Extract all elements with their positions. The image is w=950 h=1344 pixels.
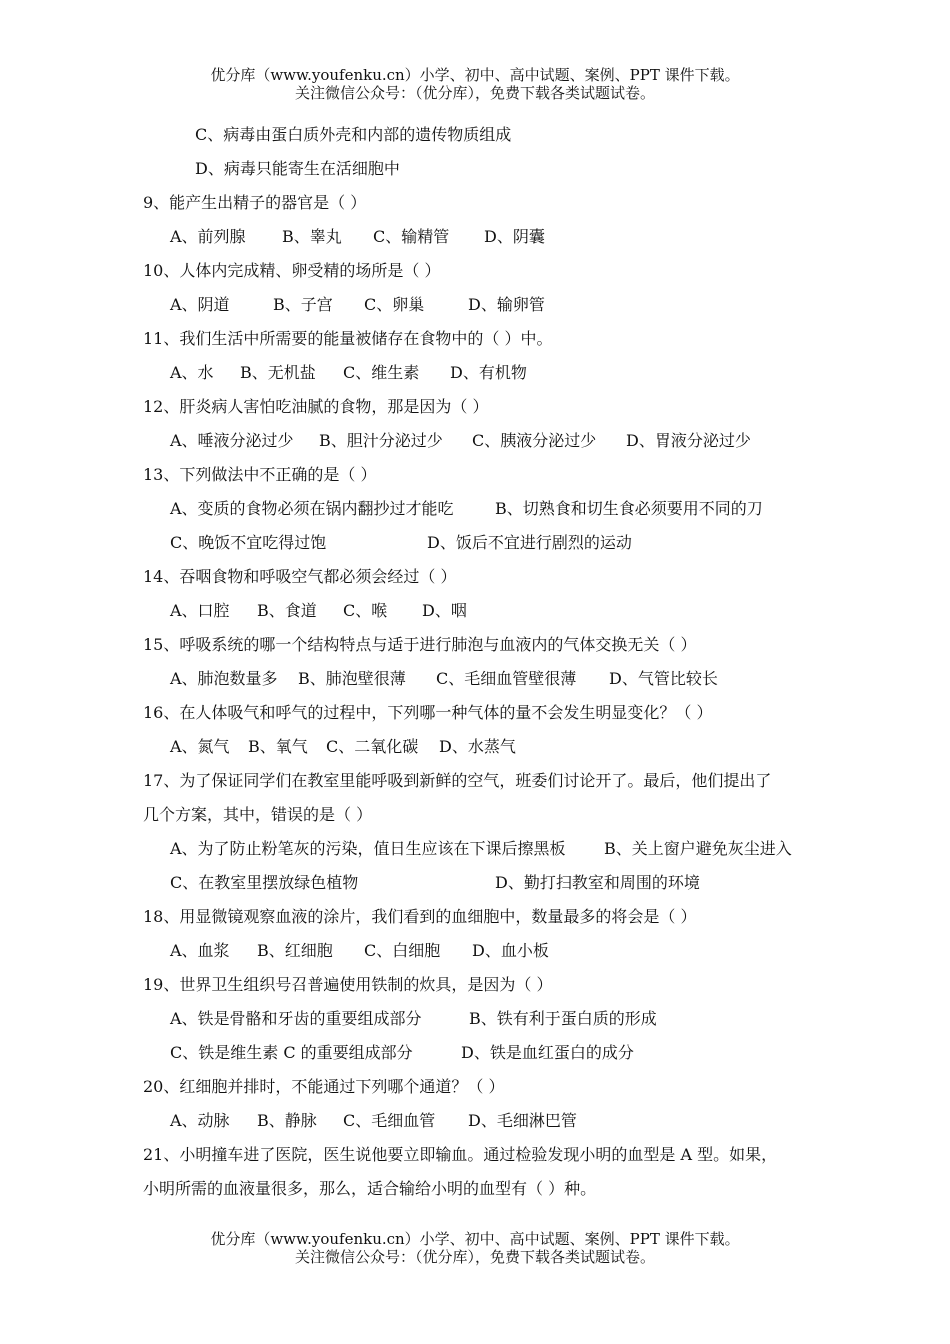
q19-option-c: C、铁是维生素 C 的重要组成部分	[170, 1043, 413, 1062]
q16-option-d: D、水蒸气	[439, 737, 516, 756]
q18-option-d: D、血小板	[472, 941, 549, 960]
q15-option-b: B、肺泡壁很薄	[298, 669, 406, 688]
q12-option-d: D、胃液分泌过少	[626, 431, 751, 450]
question-21-stem-line1: 21、小明撞车进了医院，医生说他要立即输血。通过检验发现小明的血型是 A 型。如果，	[143, 1145, 778, 1164]
q12-option-a: A、唾液分泌过少	[170, 431, 294, 450]
q9-option-b: B、睾丸	[282, 227, 342, 246]
question-20-stem: 20、红细胞并排时，不能通过下列哪个通道？（ ）	[143, 1077, 505, 1096]
question-21-stem-line2: 小明所需的血液量很多，那么，适合输给小明的血型有（ ）种。	[143, 1179, 597, 1198]
question-17-stem-line1: 17、为了保证同学们在教室里能呼吸到新鲜的空气，班委们讨论开了。最后，他们提出了	[143, 771, 772, 790]
q11-option-a: A、水	[170, 363, 214, 382]
question-18-stem: 18、用显微镜观察血液的涂片，我们看到的血细胞中，数量最多的将会是（ ）	[143, 907, 697, 926]
q18-option-a: A、血浆	[170, 941, 230, 960]
page-footer	[0, 1230, 950, 1266]
q17-option-a: A、为了防止粉笔灰的污染，值日生应该在下课后擦黑板	[170, 839, 566, 858]
q20-option-b: B、静脉	[257, 1111, 317, 1130]
q14-option-a: A、口腔	[170, 601, 230, 620]
q13-option-d: D、饭后不宜进行剧烈的运动	[427, 533, 632, 552]
q15-option-a: A、肺泡数量多	[170, 669, 278, 688]
q19-option-d: D、铁是血红蛋白的成分	[461, 1043, 634, 1062]
q19-option-a: A、铁是骨骼和牙齿的重要组成部分	[170, 1009, 422, 1028]
q16-option-a: A、氮气	[170, 737, 230, 756]
page-header	[0, 66, 950, 102]
q10-option-d: D、输卵管	[468, 295, 545, 314]
q13-option-c: C、晚饭不宜吃得过饱	[170, 533, 327, 552]
q11-option-b: B、无机盐	[240, 363, 316, 382]
question-13-stem: 13、下列做法中不正确的是（ ）	[143, 465, 377, 484]
header-line-1: 优分库（www.youfenku.cn）小学、初中、高中试题、案例、PPT 课件下载。	[210, 66, 740, 84]
q17-option-b: B、关上窗户避免灰尘进入	[604, 839, 792, 858]
q15-option-c: C、毛细血管壁很薄	[436, 669, 577, 688]
q10-option-b: B、子宫	[273, 295, 333, 314]
q13-option-a: A、变质的食物必须在锅内翻抄过才能吃	[170, 499, 454, 518]
q15-option-d: D、气管比较长	[609, 669, 718, 688]
question-14-stem: 14、吞咽食物和呼吸空气都必须会经过（ ）	[143, 567, 457, 586]
q14-option-c: C、喉	[343, 601, 388, 620]
q16-option-b: B、氧气	[248, 737, 308, 756]
q14-option-b: B、食道	[257, 601, 317, 620]
prev-option-c: C、病毒由蛋白质外壳和内部的遗传物质组成	[195, 125, 512, 144]
q10-option-c: C、卵巢	[364, 295, 425, 314]
q17-option-c: C、在教室里摆放绿色植物	[170, 873, 359, 892]
q18-option-b: B、红细胞	[257, 941, 333, 960]
question-16-stem: 16、在人体吸气和呼气的过程中，下列哪一种气体的量不会发生明显变化？（ ）	[143, 703, 713, 722]
question-19-stem: 19、世界卫生组织号召普遍使用铁制的炊具，是因为（ ）	[143, 975, 553, 994]
question-9-stem: 9、能产生出精子的器官是（ ）	[143, 193, 367, 212]
prev-option-d: D、病毒只能寄生在活细胞中	[195, 159, 400, 178]
question-15-stem: 15、呼吸系统的哪一个结构特点与适于进行肺泡与血液内的气体交换无关（ ）	[143, 635, 697, 654]
q19-option-b: B、铁有利于蛋白质的形成	[469, 1009, 657, 1028]
q17-option-d: D、勤打扫教室和周围的环境	[495, 873, 700, 892]
question-10-stem: 10、人体内完成精、卵受精的场所是（ ）	[143, 261, 441, 280]
q14-option-d: D、咽	[422, 601, 467, 620]
q10-option-a: A、阴道	[170, 295, 230, 314]
footer-line-2: 关注微信公众号：（优分库），免费下载各类试题试卷。	[294, 1248, 655, 1266]
q12-option-c: C、胰液分泌过少	[472, 431, 597, 450]
q20-option-d: D、毛细淋巴管	[468, 1111, 577, 1130]
q16-option-c: C、二氧化碳	[326, 737, 419, 756]
question-11-stem: 11、我们生活中所需要的能量被储存在食物中的（ ）中。	[143, 329, 553, 348]
q11-option-c: C、维生素	[343, 363, 420, 382]
q9-option-c: C、输精管	[373, 227, 450, 246]
q20-option-c: C、毛细血管	[343, 1111, 436, 1130]
footer-line-1: 优分库（www.youfenku.cn）小学、初中、高中试题、案例、PPT 课件下载。	[210, 1230, 740, 1248]
header-line-2: 关注微信公众号：（优分库），免费下载各类试题试卷。	[294, 84, 655, 102]
q11-option-d: D、有机物	[450, 363, 527, 382]
question-17-stem-line2: 几个方案，其中，错误的是（ ）	[143, 805, 373, 824]
q12-option-b: B、胆汁分泌过少	[319, 431, 443, 450]
q13-option-b: B、切熟食和切生食必须要用不同的刀	[495, 499, 763, 518]
q9-option-a: A、前列腺	[170, 227, 246, 246]
q9-option-d: D、阴囊	[484, 227, 545, 246]
q18-option-c: C、白细胞	[364, 941, 441, 960]
question-12-stem: 12、肝炎病人害怕吃油腻的食物，那是因为（ ）	[143, 397, 489, 416]
q20-option-a: A、动脉	[170, 1111, 230, 1130]
